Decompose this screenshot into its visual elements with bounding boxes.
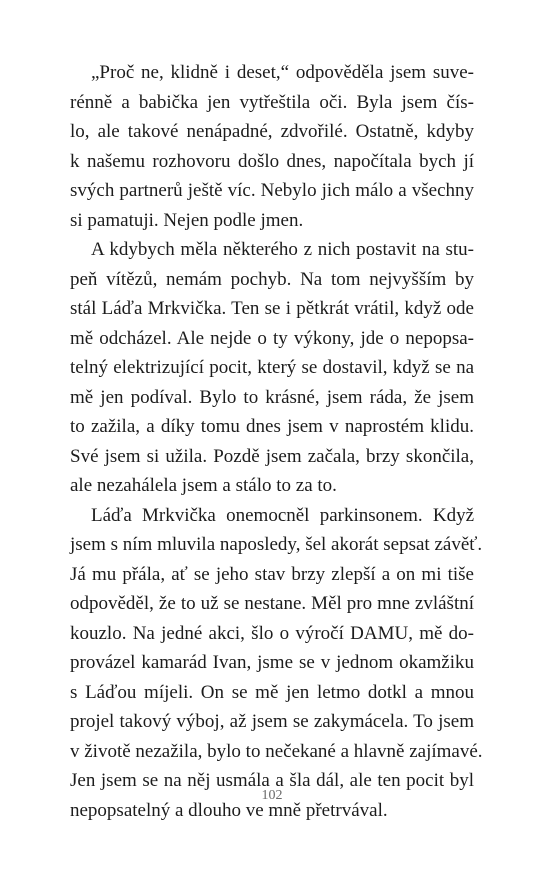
text-line: nepopsatelný a dlouho ve mně přetrvával. (70, 799, 388, 821)
text-line: jsem s ním mluvila naposledy, šel akorát sepsat závěť. (70, 534, 483, 555)
paragraph-1 (70, 58, 474, 235)
text-line: Láďa Mrkvička onemocněl parkinsonem. Když (91, 504, 474, 526)
text-line: projel takový výboj, až jsem se zakymácela. To jsem (70, 711, 474, 732)
text-line: mě jen podíval. Bylo to krásné, jsem ráda, že jsem (70, 386, 474, 408)
text-line: lo, ale takové nenápadné, zdvořilé. Ostatně, kdyby (70, 121, 474, 142)
text-line: provázel kamarád Ivan, jsme se v jednom okamžiku (70, 652, 474, 673)
text-line: peň vítězů, nemám pochyb. Na tom nejvyšším by (70, 268, 474, 290)
text-line: v životě nezažila, bylo to nečekané a hlavně zajímavé. (70, 740, 483, 762)
text-line: „Proč ne, klidně i deset,“ odpověděla jsem suve- (91, 62, 474, 83)
text-line: ale nezahálela jsem a stálo to za to. (70, 475, 337, 496)
text-line: odpověděl, že to už se nestane. Měl pro mne zvláštní (70, 593, 474, 614)
text-line: telný elektrizující pocit, který se dostavil, když se na (70, 357, 474, 378)
paragraph-2 (70, 235, 474, 501)
page-number: 102 (261, 788, 283, 803)
text-line: s Láďou míjeli. On se mě jen letmo dotkl a mnou (70, 681, 474, 703)
paragraph-3 (70, 501, 483, 826)
text-line: Já mu přála, ať se jeho stav brzy zlepší a on mi tiše (70, 563, 474, 585)
text-line: k našemu rozhovoru došlo dnes, napočítala bych jí (70, 150, 474, 172)
text-line: svých partnerů ještě víc. Nebylo jich málo a všechny (70, 180, 474, 201)
text-line: to zažila, a díky tomu dnes jsem v naprostém klidu. (70, 416, 474, 437)
text-line: rénně a babička jen vytřeštila oči. Byla jsem čís- (70, 91, 474, 113)
text-line: Jen jsem se na něj usmála a šla dál, ale ten pocit byl (70, 770, 474, 791)
text-line: Své jsem si užila. Pozdě jsem začala, brzy skončila, (70, 445, 474, 467)
text-line: A kdybych měla některého z nich postavit na stu- (91, 239, 474, 260)
text-line: stál Láďa Mrkvička. Ten se i pětkrát vrátil, když ode (70, 298, 474, 319)
text-line: si pamatuji. Nejen podle jmen. (70, 209, 304, 231)
text-line: kouzlo. Na jedné akci, šlo o výročí DAMU, mě do- (70, 622, 474, 644)
body-text (70, 58, 483, 825)
text-line: mě odcházel. Ale nejde o ty výkony, jde o nepopsa- (70, 327, 474, 349)
